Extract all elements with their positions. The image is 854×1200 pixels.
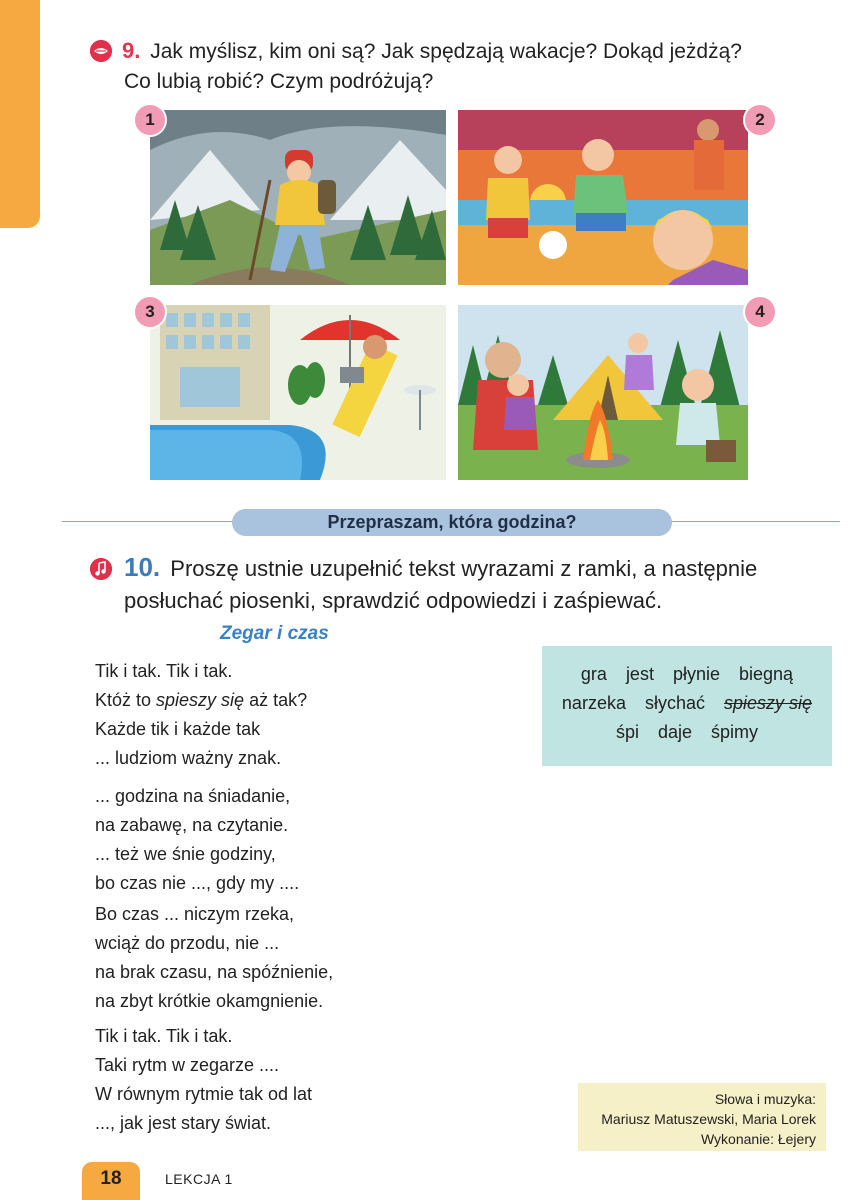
credits-line: Słowa i muzyka: — [714, 1091, 816, 1107]
exercise-9-number: 9. — [122, 38, 141, 63]
poem-example-word: spieszy się — [156, 690, 245, 710]
word-option: jest — [625, 664, 654, 684]
word-option: gra — [580, 664, 607, 684]
poem-line: ... godzina na śniadanie, — [95, 786, 291, 806]
poem-stanza-4 — [95, 1022, 312, 1138]
poem-line: ..., jak jest stary świat. — [95, 1113, 272, 1133]
word-option: płynie — [672, 664, 720, 684]
word-box-row — [542, 722, 832, 743]
exercise-9-instruction — [122, 36, 846, 67]
poem-stanza-3 — [95, 900, 333, 1016]
poem-text: Któż to — [95, 690, 157, 710]
poem-title: Zegar i czas — [220, 623, 329, 644]
side-tab-decoration — [0, 0, 40, 228]
exercise-10-number: 10. — [124, 552, 161, 582]
poem-line: Taki rytm w zegarze .... — [95, 1055, 280, 1075]
poem-line: Tik i tak. Tik i tak. — [95, 661, 233, 681]
picture-2-beach-kids — [458, 110, 748, 285]
poem-line: ... też we śnie godziny, — [95, 844, 276, 864]
picture-4-badge: 4 — [745, 297, 775, 327]
exercise-10-line1: Proszę ustnie uzupełnić tekst wyrazami z ramki, a następnie — [170, 556, 758, 581]
music-note-icon — [90, 558, 112, 580]
poem-text: aż tak? — [244, 690, 308, 710]
picture-4-camping-family — [458, 305, 748, 480]
word-option: biegną — [739, 664, 794, 684]
song-credits — [578, 1083, 826, 1151]
poem-line: wciąż do przodu, nie ... — [95, 933, 280, 953]
word-option: narzeka — [561, 693, 626, 713]
section-title: Przepraszam, która godzina? — [232, 509, 672, 536]
poem-line — [95, 686, 307, 715]
word-box — [542, 646, 832, 766]
word-box-row — [542, 664, 832, 685]
poem-line: na zabawę, na czytanie. — [95, 815, 289, 835]
credits-line: Wykonanie: Łejery — [700, 1131, 816, 1147]
lesson-label: LEKCJA 1 — [165, 1171, 233, 1187]
page-number: 18 — [82, 1162, 140, 1200]
poem-line: Bo czas ... niczym rzeka, — [95, 904, 295, 924]
picture-3-hotel-pool — [150, 305, 446, 480]
word-option-used: spieszy się — [724, 693, 813, 713]
word-option: śpi — [615, 722, 639, 742]
word-box-row — [542, 693, 832, 714]
poem-stanza-2 — [95, 782, 299, 898]
poem-line: na brak czasu, na spóźnienie, — [95, 962, 334, 982]
exercise-10-instruction — [124, 552, 848, 584]
credits-line: Mariusz Matuszewski, Maria Lorek — [601, 1111, 816, 1127]
picture-1-mountain-hiker — [150, 110, 446, 285]
picture-2-badge: 2 — [745, 105, 775, 135]
poem-line: ... ludziom ważny znak. — [95, 748, 282, 768]
word-option: słychać — [644, 693, 706, 713]
exercise-10-line2: posłuchać piosenki, sprawdzić odpowiedzi i zaśpiewać. — [124, 588, 663, 613]
poem-line: Tik i tak. Tik i tak. — [95, 1026, 233, 1046]
picture-1-badge: 1 — [135, 105, 165, 135]
poem-line: bo czas nie ..., gdy my .... — [95, 873, 300, 893]
poem-line: W równym rytmie tak od lat — [95, 1084, 313, 1104]
poem-line: na zbyt krótkie okamgnienie. — [95, 991, 324, 1011]
poem-stanza-1 — [95, 657, 307, 773]
picture-3-badge: 3 — [135, 297, 165, 327]
word-option: daje — [657, 722, 693, 742]
exercise-9-line1: Jak myślisz, kim oni są? Jak spędzają wakacje? Dokąd jeżdżą? — [150, 40, 742, 63]
exercise-9-line2: Co lubią robić? Czym podróżują? — [124, 70, 434, 93]
word-option: śpimy — [711, 722, 759, 742]
poem-line: Każde tik i każde tak — [95, 719, 261, 739]
speaking-mouth-icon — [90, 40, 112, 62]
